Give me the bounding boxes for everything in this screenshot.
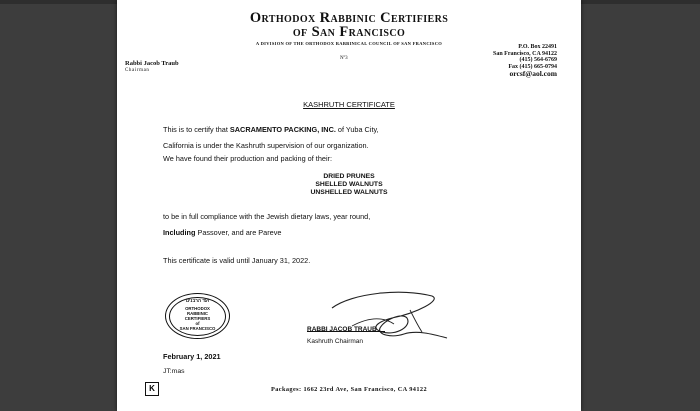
company-name: SACRAMENTO PACKING, INC. [229, 125, 336, 134]
issue-date: February 1, 2021 [163, 352, 221, 361]
kosher-k-logo: K [145, 382, 159, 396]
supervision-line: California is under the Kashruth supervision of our organization. [163, 141, 369, 150]
production-line: We have found their production and packing of their: [163, 154, 333, 163]
product-list [117, 173, 581, 196]
compliance-line: to be in full compliance with the Jewish dietary laws, year round, [163, 212, 371, 221]
official-seal [165, 293, 230, 339]
signer-name: RABBI JACOB TRAUB [307, 326, 377, 333]
seal-line3: CERTIFIERS [184, 316, 211, 321]
certify-line [163, 125, 379, 134]
seal-hebrew: ועד הרבנים [185, 298, 210, 303]
org-name-line2: of San Francisco [292, 24, 406, 40]
footer-address: Packages: 1662 23rd Ave, San Francisco, CA 94122 [270, 386, 428, 393]
org-name-line1: Orthodox Rabbinic Certifiers [249, 10, 449, 26]
document-number: Nº3 [340, 56, 348, 61]
letterhead-rabbi [125, 60, 179, 74]
product-item: DRIED PRUNES [323, 173, 375, 180]
product-item: SHELLED WALNUTS [315, 180, 383, 188]
org-subtitle: A DIVISION OF THE ORTHODOX RABBINICAL COUNCIL OF SAN FRANCISCO [255, 41, 443, 46]
seal-line1: ORTHODOX [185, 306, 210, 311]
po-box: P.O. Box 22491 [518, 44, 557, 50]
contact-phone: (415) 564-6769 [519, 57, 557, 63]
seal-line4: of [195, 321, 200, 326]
seal-line2: RABBINIC [186, 311, 208, 316]
certify-intro: This is to certify that [163, 125, 230, 134]
company-location: of Yuba City, [335, 125, 379, 134]
contact-city: San Francisco, CA 94122 [492, 50, 557, 57]
validity-line: This certificate is valid until January 31, 2022. [163, 256, 311, 265]
passover-including: Including [163, 228, 196, 237]
signer-title: Kashruth Chairman [307, 338, 363, 345]
passover-line [163, 228, 281, 237]
contact-block [493, 44, 557, 78]
typist-initials: JT:mas [163, 368, 185, 375]
signature-scribble [322, 288, 452, 343]
seal-line5: SAN FRANCISCO [179, 326, 216, 331]
passover-rest: Passover, and are Pareve [195, 228, 282, 237]
letterhead-rabbi-title: Chairman [125, 68, 150, 73]
document-page [117, 0, 581, 411]
letterhead-rabbi-name: Rabbi Jacob Traub [125, 60, 179, 67]
certificate-title: KASHRUTH CERTIFICATE [303, 100, 395, 109]
contact-email: orcsf@aol.com [509, 69, 557, 78]
product-item: UNSHELLED WALNUTS [310, 188, 388, 196]
contact-fax: Fax (415) 665-0794 [508, 63, 557, 70]
